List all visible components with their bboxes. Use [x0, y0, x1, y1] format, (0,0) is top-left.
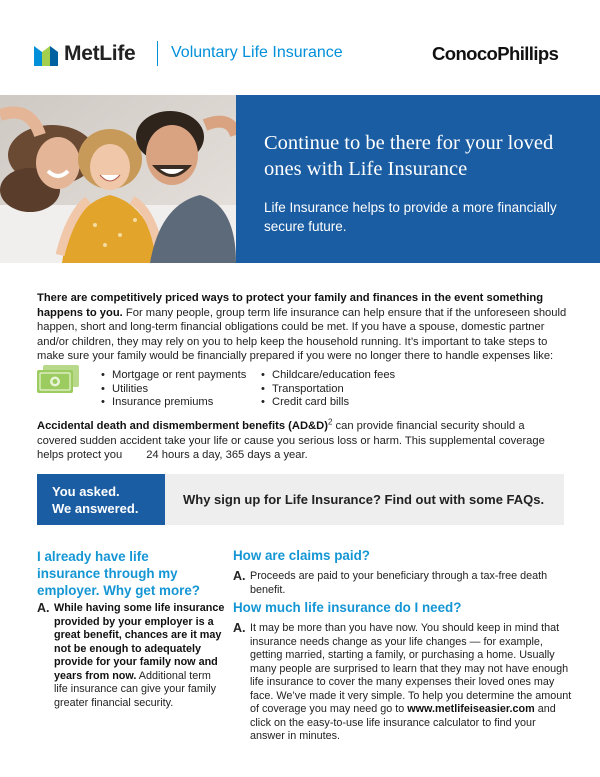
intro-lead: There are competitively priced ways to protect your family and finances in the event something happens to you.: [37, 292, 544, 319]
badge-line-1: You asked.: [52, 484, 120, 499]
adnd-body-1: can provide financial security should a covered sudden accident take your life or cause you serious loss or harm. This supplemental coverage helps protect you: [37, 420, 545, 462]
faq-question-3: How much life insurance do I need?: [233, 600, 462, 615]
faq-question-2: How are claims paid?: [233, 548, 370, 563]
badge-line-2: We answered.: [52, 500, 139, 516]
metlife-mark-icon: [34, 42, 58, 66]
expense-list-2: [261, 369, 395, 410]
hero-text-panel: [236, 95, 600, 263]
answer-mark: A.: [233, 569, 246, 583]
intro-paragraph: [37, 291, 567, 364]
list-item: • Insurance premiums: [101, 396, 246, 410]
hero-subtitle: Life Insurance helps to provide a more financially secure future.: [264, 200, 557, 234]
faq-answer-3-text: [250, 622, 572, 744]
list-item: • Mortgage or rent payments: [101, 369, 246, 383]
faq-answer-2-text: Proceeds are paid to your beneficiary through a tax-free death benefit.: [250, 570, 548, 596]
faq-answer-3-body-1: It may be more than you have now. You should keep in mind that insurance needs change as your life changes — for example, getting married, starting a family, or purchasing a home. Usually many people are surprised to learn that they may not have enough life insurance to cover the many expenses their loved ones may face. We’ve made it very simple. To help you determine the amount of coverage you may need go to: [250, 622, 572, 715]
you-asked-badge: [37, 474, 165, 525]
conocophillips-logo-part2: Phillips: [497, 43, 559, 64]
family-photo-illustration: [0, 95, 236, 263]
metlife-brand-name: MetLife: [64, 42, 136, 65]
hero-banner: [0, 95, 600, 263]
family-photo: [0, 95, 236, 263]
intro-body: For many people, group term life insurance can help ensure that if the unforeseen should happen, short and long-term financial obligations could be met. If you have a spouse, domestic partner and/or children, they may rely on you to help keep the household running. It’s important to take steps to make sure your family would be financially prepared if you were no longer there to handle expenses like:: [37, 306, 567, 363]
conocophillips-logo-part1: Conoco: [432, 43, 498, 64]
list-item: • Utilities: [101, 383, 246, 397]
answer-mark: A.: [233, 621, 246, 635]
faq-answer-1-text: [54, 602, 226, 710]
adnd-body-2: 24 hours a day, 365 days a year.: [146, 449, 308, 462]
expense-list-1: [101, 369, 246, 410]
list-item: • Transportation: [261, 383, 395, 397]
list-item: • Credit card bills: [261, 396, 395, 410]
adnd-paragraph: [37, 419, 567, 463]
page-header: [0, 0, 600, 95]
header-divider: [157, 41, 158, 66]
hero-title: Continue to be there for your loved ones with Life Insurance: [264, 132, 554, 180]
money-icon: [37, 365, 79, 393]
metlife-calculator-link[interactable]: www.metlifeiseasier.com: [407, 703, 535, 715]
faq-answer-1-body: Additional term life insurance can give your family greater financial security.: [54, 669, 217, 709]
faq-answer-1-bold: While having some life insurance provided by your employer is a great benefit, chances are it may not be enough to adequately provide for your family now and years from now.: [54, 602, 225, 682]
faq-question-1: I already have life insurance through my employer. Why get more?: [37, 549, 200, 598]
faq-banner: [37, 474, 564, 525]
conocophillips-logo: [432, 43, 558, 65]
adnd-heading: Accidental death and dismemberment benefits (AD&D): [37, 420, 328, 432]
adnd-footnote-ref: 2: [327, 417, 333, 427]
faq-answer-3-body-2: and click on the easy-to-use life insurance calculator to find your answer in minutes.: [250, 703, 556, 742]
faq-heading: Why sign up for Life Insurance? Find out with some FAQs.: [183, 492, 545, 507]
product-name: Voluntary Life Insurance: [171, 44, 343, 61]
list-item: • Childcare/education fees: [261, 369, 395, 383]
answer-mark: A.: [37, 601, 50, 615]
metlife-logo: [34, 40, 135, 68]
